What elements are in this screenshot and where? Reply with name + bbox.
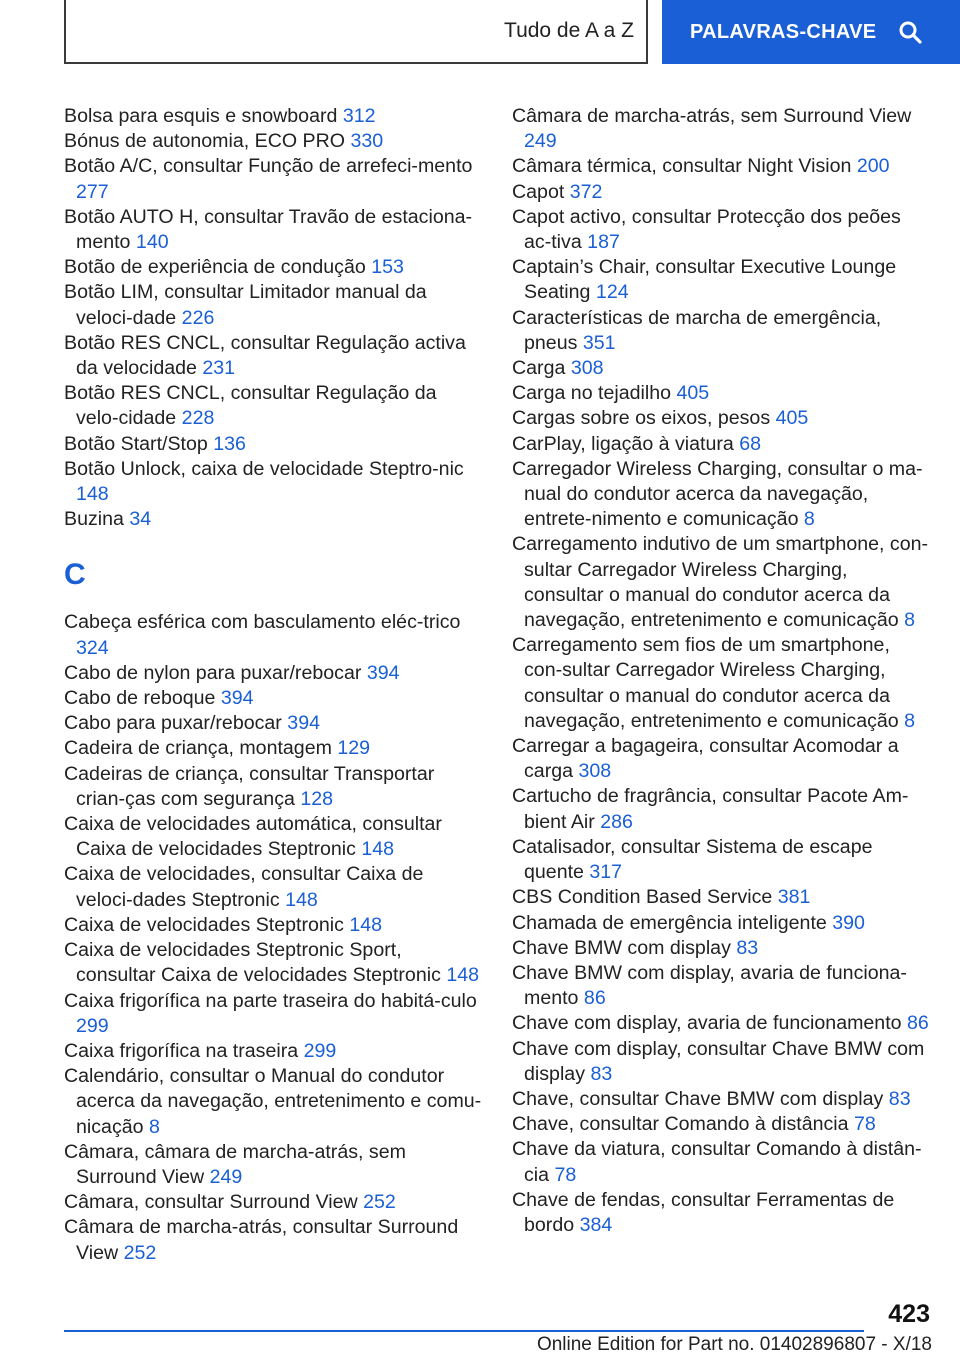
page-link[interactable]: 226 (181, 306, 215, 329)
page-link[interactable]: 187 (587, 231, 620, 254)
index-entry (512, 306, 932, 356)
page-link[interactable]: 394 (287, 712, 320, 735)
index-entry (512, 154, 932, 179)
page-number: 423 (888, 1300, 930, 1328)
index-entry (64, 104, 484, 129)
index-term: Carregamento sem fios de um smartphone, con‐sultar Carregador Wireless Charging, consultar o manual do condutor acerca da navegação, entretenimento e comunicação (512, 634, 899, 732)
index-entry (512, 1188, 932, 1238)
index-term: Captain’s Chair, consultar Executive Lounge Seating (512, 256, 897, 304)
index-entry (64, 457, 484, 507)
index-term: Câmara, câmara de marcha-atrás, sem Surround View (64, 1140, 406, 1188)
index-entry (512, 532, 932, 633)
page-link[interactable]: 299 (76, 1014, 109, 1037)
page-link[interactable]: 83 (590, 1062, 613, 1085)
index-term: Câmara de marcha-atrás, sem Surround View (512, 105, 912, 127)
page-link[interactable]: 86 (907, 1012, 929, 1035)
index-term: Carregador Wireless Charging, consultar o ma‐nual do condutor acerca da navegação, entrete‐nimento e comunicação (512, 457, 923, 531)
index-term: Caixa de velocidades Steptronic (64, 913, 344, 936)
index-term: Cargas sobre os eixos, pesos (512, 407, 771, 430)
page-link[interactable]: 249 (524, 130, 557, 153)
page-link[interactable]: 390 (832, 911, 865, 934)
index-entry (512, 255, 932, 305)
index-entry (64, 736, 484, 761)
page-link[interactable]: 140 (135, 231, 169, 254)
search-icon[interactable] (898, 20, 922, 44)
page-link[interactable]: 405 (775, 407, 809, 430)
index-term: Chave BMW com display (512, 936, 731, 959)
index-entry (512, 104, 932, 154)
index-term: Capot activo, consultar Protecção dos peões ac‐tiva (512, 205, 901, 254)
index-entry (64, 280, 484, 330)
index-entry (512, 961, 932, 1011)
index-term: Bónus de autonomia, ECO PRO (64, 130, 345, 153)
page-link[interactable]: 8 (904, 609, 916, 632)
index-entry (64, 661, 484, 686)
index-term: CBS Condition Based Service (512, 886, 773, 909)
index-term: Carga (512, 357, 566, 380)
index-term: Cartucho de fragrância, consultar Pacote Am‐bient Air (512, 785, 909, 833)
page-link[interactable]: 372 (569, 180, 603, 203)
page-link[interactable]: 394 (220, 687, 254, 710)
index-entry (512, 205, 932, 255)
index-entry (64, 507, 484, 532)
index-term: Catalisador, consultar Sistema de escape quente (512, 835, 873, 884)
page-link[interactable]: 8 (803, 508, 815, 531)
index-term: Carregar a bagageira, consultar Acomodar a carga (512, 735, 899, 783)
page-link[interactable]: 324 (76, 636, 109, 659)
index-entry (512, 936, 932, 961)
page-link[interactable]: 128 (300, 787, 334, 810)
index-term: Chamada de emergência inteligente (512, 911, 827, 934)
footer-rule (64, 1330, 864, 1332)
index-entry (512, 885, 932, 910)
page-link[interactable]: 231 (202, 357, 236, 380)
index-entry (64, 711, 484, 736)
section-letter: C (64, 558, 86, 592)
index-term: Cabo de nylon para puxar/rebocar (64, 661, 362, 684)
index-entry (512, 457, 932, 533)
page-link[interactable]: 351 (582, 331, 616, 354)
page-link[interactable]: 330 (350, 130, 384, 153)
index-term: Carga no tejadilho (512, 382, 672, 405)
index-entry (64, 129, 484, 154)
page-link[interactable]: 200 (856, 155, 890, 178)
index-entry (64, 1039, 484, 1064)
page-link[interactable]: 312 (342, 105, 376, 127)
index-term: Botão Start/Stop (64, 432, 208, 455)
index-entry (64, 1140, 484, 1190)
index-term: Botão Unlock, caixa de velocidade Steptro‐nic (64, 457, 464, 480)
index-entry (512, 1137, 932, 1187)
index-entry (512, 406, 932, 431)
index-entry (64, 154, 484, 204)
page-link[interactable]: 228 (181, 407, 215, 430)
page-link[interactable]: 83 (736, 936, 759, 959)
page-link[interactable]: 148 (446, 964, 480, 987)
index-term: Caixa frigorífica na parte traseira do habitá‐culo (64, 989, 477, 1012)
page-link[interactable]: 83 (888, 1087, 911, 1110)
page-link[interactable]: 148 (76, 483, 109, 506)
page-link[interactable]: 308 (570, 357, 604, 380)
section-title: Tudo de A a Z (504, 19, 634, 42)
page-link[interactable]: 252 (363, 1191, 396, 1214)
index-entry (64, 913, 484, 938)
index-term: Botão de experiência de condução (64, 256, 366, 279)
footer-edition: Online Edition for Part no. 01402896807 - X/18 (536, 1334, 932, 1355)
index-term: Cabo para puxar/rebocar (64, 712, 282, 735)
index-entry (512, 432, 932, 457)
index-term: Botão AUTO H, consultar Travão de estaciona‐mento (64, 205, 473, 254)
index-entry (512, 911, 932, 936)
index-entry (64, 862, 484, 912)
index-term: Buzina (64, 508, 124, 531)
index-entry (512, 784, 932, 834)
index-entry (512, 633, 932, 734)
index-entry (64, 205, 484, 255)
index-term: Cadeira de criança, montagem (64, 737, 332, 760)
index-entry (64, 1064, 484, 1140)
section-header (64, 0, 648, 64)
page-link[interactable]: 129 (337, 737, 371, 760)
index-entry (512, 381, 932, 406)
page-link[interactable]: 384 (579, 1213, 613, 1236)
index-term: Chave, consultar Chave BMW com display (512, 1087, 884, 1110)
page-link[interactable]: 299 (303, 1039, 337, 1062)
index-term: Caixa de velocidades, consultar Caixa de veloci‐dades Steptronic (64, 863, 424, 911)
page-link[interactable]: 78 (854, 1113, 876, 1136)
index-entry (64, 1215, 484, 1265)
index-term: Botão A/C, consultar Função de arrefeci‐mento (64, 155, 473, 178)
index-entry (512, 356, 932, 381)
page-link[interactable]: 78 (554, 1163, 577, 1186)
index-term: Chave BMW com display, avaria de funciona‐mento (512, 961, 907, 1010)
page-link[interactable]: 136 (213, 432, 246, 455)
index-entry (64, 610, 484, 660)
page-link[interactable]: 277 (76, 180, 109, 203)
page-link[interactable]: 124 (595, 281, 629, 304)
index-entry (512, 1037, 932, 1087)
index-entry (64, 762, 484, 812)
index-term: Chave com display, avaria de funcionamento (512, 1012, 902, 1035)
index-entry (64, 938, 484, 988)
index-entry (64, 989, 484, 1039)
page-link[interactable]: 317 (589, 861, 623, 884)
index-term: Botão LIM, consultar Limitador manual da veloci‐dade (64, 281, 427, 329)
keywords-tab[interactable] (662, 0, 960, 64)
index-entry (64, 686, 484, 711)
page-link[interactable]: 405 (676, 382, 710, 405)
page-link[interactable]: 153 (371, 256, 404, 279)
page-link[interactable]: 8 (149, 1115, 160, 1138)
index-term: Botão RES CNCL, consultar Regulação da velo‐cidade (64, 382, 437, 430)
page-link[interactable]: 34 (129, 508, 152, 531)
index-term: Cabo de reboque (64, 687, 216, 710)
page-link[interactable]: 148 (349, 913, 383, 936)
index-term: Caixa frigorífica na traseira (64, 1039, 299, 1062)
page-link[interactable]: 394 (366, 661, 400, 684)
index-column-right (512, 104, 932, 1238)
index-term: Carregamento indutivo de um smartphone, con‐sultar Carregador Wireless Charging, consultar o manual do condutor acerca da navegação, entretenimento e comunicação (512, 533, 929, 632)
index-entry (64, 1190, 484, 1215)
page-link[interactable]: 8 (904, 709, 916, 732)
index-term: Calendário, consultar o Manual do condutor acerca da navegação, entretenimento e comu‐nicação (64, 1065, 482, 1138)
index-entry (64, 812, 484, 862)
index-term: Bolsa para esquis e snowboard (64, 105, 338, 127)
index-entry (64, 381, 484, 431)
index-entry (512, 835, 932, 885)
index-term: Câmara, consultar Surround View (64, 1191, 358, 1214)
index-term: Chave de fendas, consultar Ferramentas de bordo (512, 1188, 895, 1236)
page-link[interactable]: 252 (123, 1241, 157, 1264)
index-term: Cabeça esférica com basculamento eléc‐trico (64, 611, 461, 634)
index-entry (512, 734, 932, 784)
index-entry (512, 1087, 932, 1112)
page-link[interactable]: 86 (583, 987, 606, 1010)
index-term: CarPlay, ligação à viatura (512, 432, 734, 455)
index-entry (64, 255, 484, 280)
index-term: Botão RES CNCL, consultar Regulação activa da velocidade (64, 331, 466, 380)
index-term: Câmara de marcha-atrás, consultar Surround View (64, 1216, 459, 1264)
index-term: Capot (512, 180, 565, 203)
page-link[interactable]: 249 (209, 1165, 243, 1188)
page-link[interactable]: 148 (361, 838, 395, 861)
index-term: Cadeiras de criança, consultar Transportar crian‐ças com segurança (64, 762, 435, 810)
index-entry (512, 180, 932, 205)
page-link[interactable]: 68 (739, 432, 762, 455)
page-link[interactable]: 381 (777, 886, 811, 909)
index-term: Câmara térmica, consultar Night Vision (512, 155, 852, 178)
index-term: Caixa de velocidades Steptronic Sport, consultar Caixa de velocidades Steptronic (64, 939, 441, 987)
index-term: Características de marcha de emergência, pneus (512, 306, 882, 354)
page-link[interactable]: 148 (285, 888, 318, 911)
index-entry (64, 432, 484, 457)
index-entry (64, 331, 484, 381)
page-link[interactable]: 286 (600, 810, 633, 833)
index-term: Caixa de velocidades automática, consultar Caixa de velocidades Steptronic (64, 813, 442, 861)
page-link[interactable]: 308 (578, 760, 612, 783)
index-term: Chave com display, consultar Chave BMW com display (512, 1037, 925, 1085)
keywords-label: PALAVRAS-CHAVE (690, 20, 877, 43)
index-entry (512, 1011, 932, 1036)
index-entry (512, 1112, 932, 1137)
index-column-left (64, 104, 484, 1266)
index-term: Chave, consultar Comando à distância (512, 1113, 849, 1136)
index-term: Chave da viatura, consultar Comando à distân‐cia (512, 1138, 922, 1186)
